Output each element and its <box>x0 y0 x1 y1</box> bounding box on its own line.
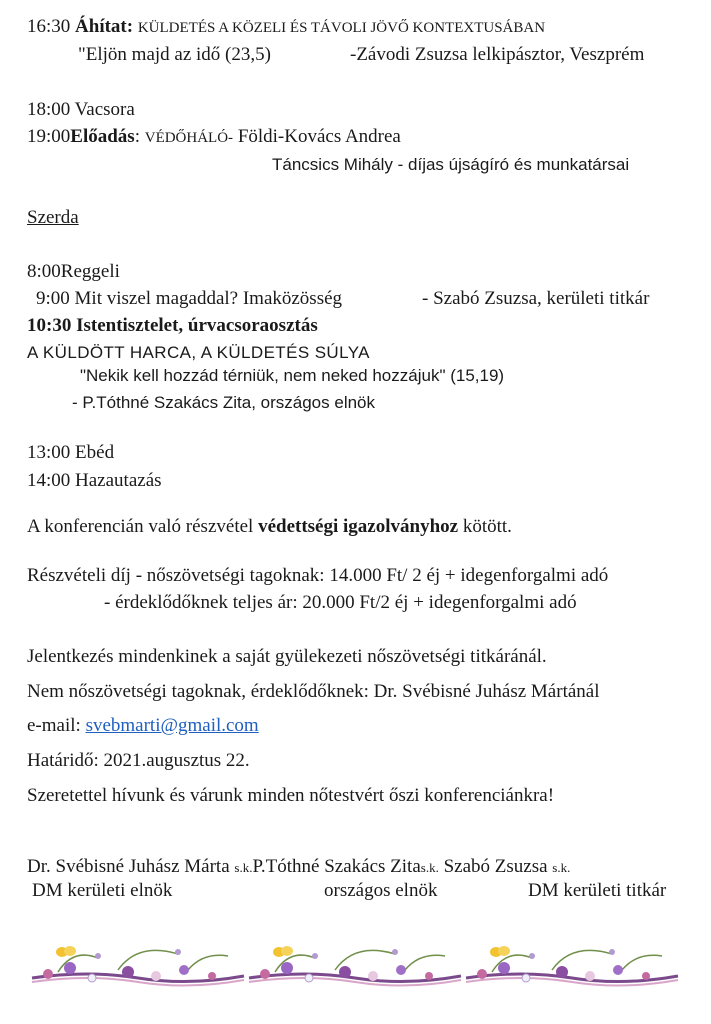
devotion-speaker: -Závodi Zsuzsa lelkipásztor, Veszprém <box>350 44 645 65</box>
fee-others: - érdeklődőknek teljes ár: 20.000 Ft/2 éj + idegenforgalmi adó <box>104 592 577 613</box>
lecture-colon: : <box>134 126 145 147</box>
lecture-label: Előadás <box>70 126 135 147</box>
flower-garland-center <box>245 934 465 996</box>
cert-post: kötött. <box>458 516 512 537</box>
flower-garland-left <box>28 934 248 996</box>
signature-name-1: Dr. Svébisné Juhász Márta <box>27 856 235 877</box>
flower-garland-right <box>462 934 682 996</box>
devotion-label: Áhítat: <box>75 16 134 37</box>
lecture-speaker-2: Táncsics Mihály - díjas újságíró és munkatársai <box>272 155 630 174</box>
signature-sk-3: s.k. <box>552 860 571 875</box>
prayer: 9:00 Mit viszel magaddal? Imaközösség <box>36 288 343 309</box>
lecture-line <box>27 126 401 149</box>
signature-sk-2: s.k. <box>420 860 439 875</box>
signature-role-2: országos elnök <box>324 880 438 901</box>
cert-bold: védettségi igazolványhoz <box>258 516 459 537</box>
butterfly-icon <box>56 946 76 957</box>
vine <box>492 950 662 972</box>
service: 10:30 Istentisztelet, úrvacsoraosztás <box>27 315 318 336</box>
vine <box>275 950 445 972</box>
service-title: A KÜLDÖTT HARCA, A KÜLDETÉS SÚLYA <box>27 343 370 362</box>
devotion-title: KÜLDETÉS A KÖZELI ÉS TÁVOLI JÖVŐ KONTEXTUSÁBAN <box>137 20 546 36</box>
fee-members: Részvételi díj - nőszövetségi tagoknak: 14.000 Ft/ 2 éj + idegenforgalmi adó <box>27 565 609 586</box>
breakfast: 8:00Reggeli <box>27 261 120 282</box>
deadline: Határidő: 2021.augusztus 22. <box>27 750 250 771</box>
devotion-quote: "Eljön majd az idő (23,5) <box>78 44 271 65</box>
butterfly-icon <box>490 946 510 957</box>
dinner: 18:00 Vacsora <box>27 99 135 120</box>
service-quote: "Nekik kell hozzád térniük, nem neked hozzájuk" (15,19) <box>80 366 505 385</box>
apply-all: Jelentkezés mindenkinek a saját gyülekezeti nőszövetségi titkáránál. <box>27 646 547 667</box>
lecture-title: VÉDŐHÁLÓ- <box>144 130 234 146</box>
certificate-note <box>27 516 512 538</box>
signature-name-2: P.Tóthné Szakács Zita <box>252 856 421 877</box>
signature-name-3: Szabó Zsuzsa <box>438 856 553 877</box>
service-speaker: - P.Tóthné Szakács Zita, országos elnök <box>72 393 376 412</box>
lunch: 13:00 Ebéd <box>27 442 115 463</box>
signature-role-3: DM kerületi titkár <box>528 880 667 901</box>
day-heading: Szerda <box>27 207 79 228</box>
butterfly-icon <box>273 946 293 957</box>
email-link[interactable]: svebmarti@gmail.com <box>85 715 259 736</box>
email-line <box>27 715 259 737</box>
lecture-time: 19:00 <box>27 126 71 147</box>
cert-pre: A konferencián való részvétel <box>27 516 259 537</box>
signature-sk-1: s.k. <box>234 860 253 875</box>
devotion-line <box>27 16 545 39</box>
lecture-speaker: Földi-Kovács Andrea <box>233 126 401 147</box>
signature-names <box>27 856 570 879</box>
departure: 14:00 Hazautazás <box>27 470 162 491</box>
prayer-leader: - Szabó Zsuzsa, kerületi titkár <box>422 288 650 309</box>
invitation: Szeretettel hívunk és várunk minden nőtestvért őszi konferenciánkra! <box>27 785 555 806</box>
email-label: e-mail: <box>27 715 86 736</box>
apply-others: Nem nőszövetségi tagoknak, érdeklődőknek: Dr. Svébisné Juhász Mártánál <box>27 681 600 702</box>
signature-role-1: DM kerületi elnök <box>32 880 173 901</box>
devotion-time: 16:30 <box>27 16 71 37</box>
vine <box>58 950 228 972</box>
